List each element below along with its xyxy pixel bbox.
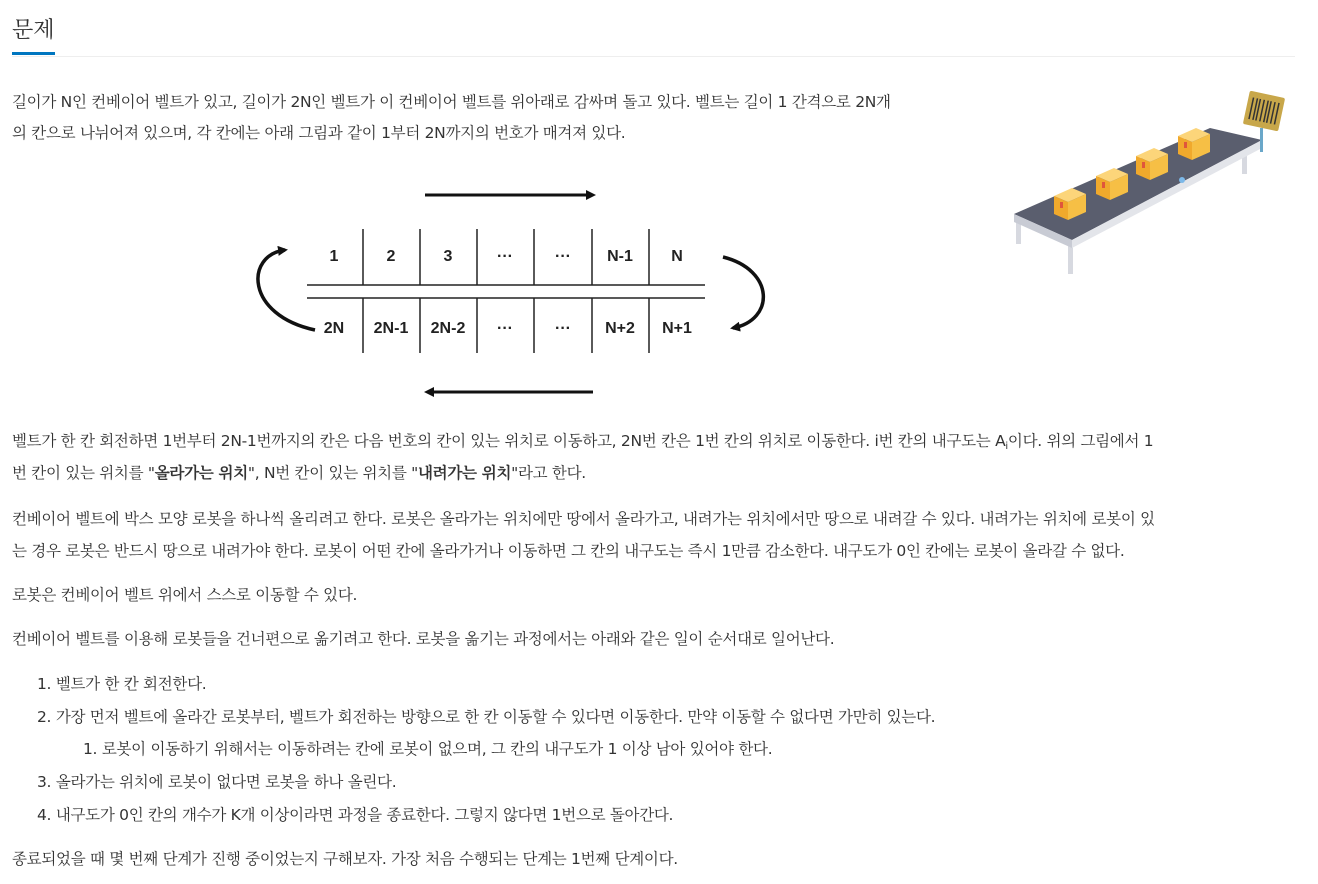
rotation-line-1: 벨트가 한 칸 회전하면 1번부터 2N-1번까지의 칸은 다음 번호의 칸이 있는 위치로 이동하고, 2N번 칸은 1번 칸의 위치로 이동한다. i번 칸의 내구도는 $A_i$이다. 위의 그림에서 1	[12, 432, 1154, 452]
step-3: 3. 올라가는 위치에 로봇이 없다면 로봇을 하나 올린다.	[37, 773, 397, 791]
section-title: 문제	[12, 14, 55, 55]
cell-top-2: 2	[386, 248, 396, 265]
step-2: 2. 가장 먼저 벨트에 올라간 로봇부터, 벨트가 회전하는 방향으로 한 칸 이동할 수 있다면 이동한다. 만약 이동할 수 없다면 가만히 있는다.	[37, 708, 936, 726]
cell-top-4: ···	[497, 248, 513, 265]
self-move-text: 로봇은 컨베이어 벨트 위에서 스스로 이동할 수 있다.	[12, 586, 358, 604]
cell-bottom-7: N+1	[662, 320, 692, 337]
conveyor-illustration	[1010, 88, 1295, 278]
cell-top-6: N-1	[607, 248, 633, 265]
cell-bottom-2: 2N-1	[373, 320, 409, 337]
cell-top-1: 1	[329, 248, 339, 265]
step-2-sub-1: 1. 로봇이 이동하기 위해서는 이동하려는 칸에 로봇이 없으며, 그 칸의 내구도가 1 이상 남아 있어야 한다.	[83, 740, 773, 758]
robots-line-2: 는 경우 로봇은 반드시 땅으로 내려가야 한다. 로봇이 어떤 칸에 올라가거나 이동하면 그 칸의 내구도는 즉시 1만큼 감소한다. 내구도가 0인 칸에는 로봇이 올라갈 수 없다.	[12, 542, 1125, 560]
cell-bottom-1: 2N	[323, 320, 345, 337]
cell-top-3: 3	[443, 248, 453, 265]
cell-top-7: N	[671, 248, 683, 265]
step-4: 4. 내구도가 0인 칸의 개수가 K개 이상이라면 과정을 종료한다. 그렇지 않다면 1번으로 돌아간다.	[37, 806, 674, 824]
cell-top-5: ···	[555, 248, 571, 265]
section-header	[12, 14, 1295, 57]
belt-diagram	[245, 175, 775, 415]
intro-line-1: 길이가 N인 컨베이어 벨트가 있고, 길이가 2N인 벨트가 이 컨베이어 벨트를 위아래로 감싸며 돌고 있다. 벨트는 길이 1 간격으로 2N개	[12, 93, 891, 111]
robots-line-1: 컨베이어 벨트에 박스 모양 로봇을 하나씩 올리려고 한다. 로봇은 올라가는 위치에만 땅에서 올라가고, 내려가는 위치에서만 땅으로 내려갈 수 있다. 내려가는 위치에 로봇이 있	[12, 510, 1155, 528]
cell-bottom-3: 2N-2	[430, 320, 466, 337]
cell-bottom-6: N+2	[605, 320, 635, 337]
process-intro: 컨베이어 벨트를 이용해 로봇들을 건너편으로 옮기려고 한다. 로봇을 옮기는 과정에서는 아래와 같은 일이 순서대로 일어난다.	[12, 630, 835, 648]
cell-bottom-4: ···	[497, 320, 513, 337]
rotation-line-2: 번 칸이 있는 위치를 "올라가는 위치", N번 칸이 있는 위치를 "내려가는 위치"라고 한다.	[12, 464, 586, 482]
conclusion-text: 종료되었을 때 몇 번째 단계가 진행 중이었는지 구해보자. 가장 처음 수행되는 단계는 1번째 단계이다.	[12, 850, 678, 868]
cell-bottom-5: ···	[555, 320, 571, 337]
rotate-arrow-left	[258, 250, 315, 330]
step-1: 1. 벨트가 한 칸 회전한다.	[37, 675, 207, 693]
rotate-arrow-right	[723, 257, 763, 328]
intro-line-2: 의 칸으로 나뉘어져 있으며, 각 칸에는 아래 그림과 같이 1부터 2N까지의 번호가 매겨져 있다.	[12, 124, 626, 142]
